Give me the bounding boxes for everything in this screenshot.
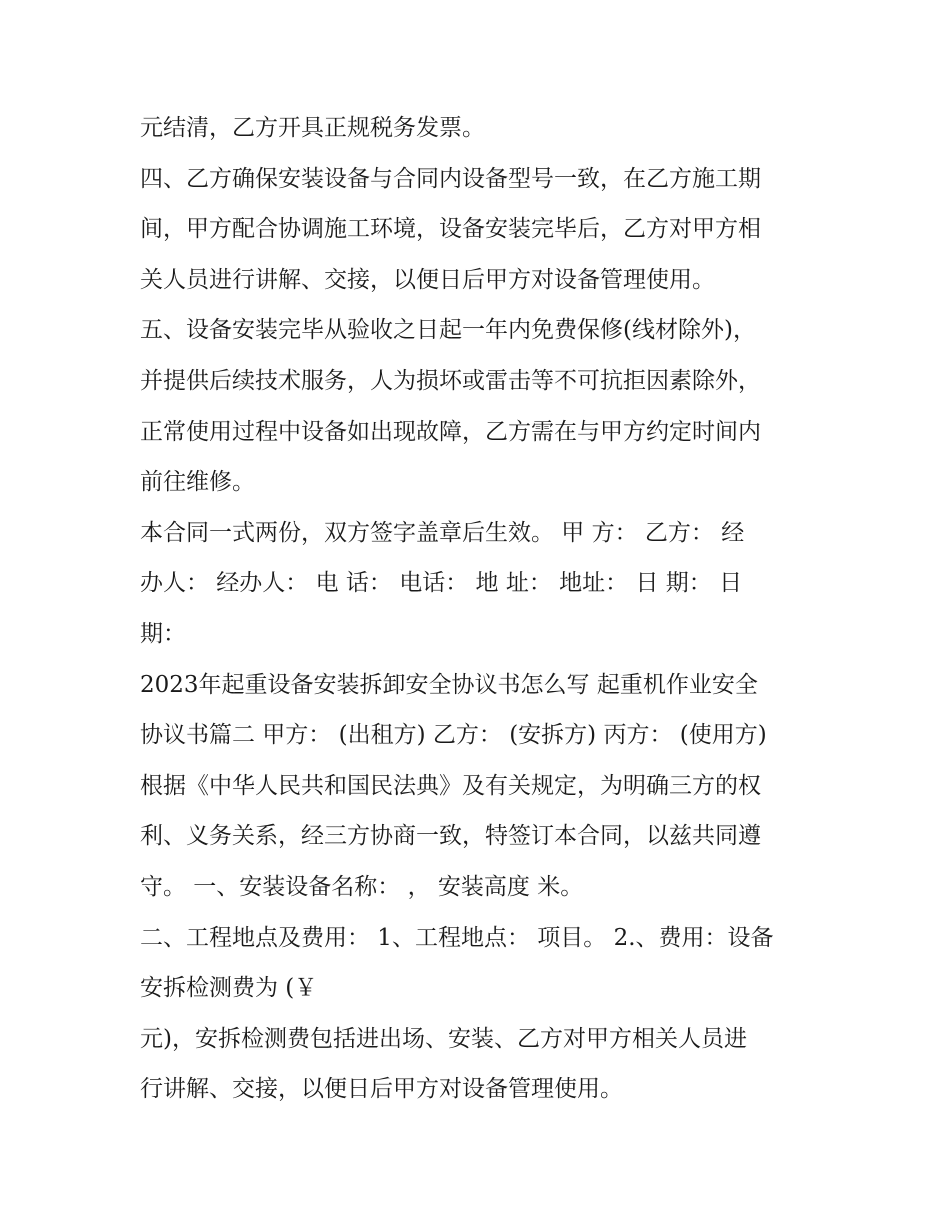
text-line: 正常使用过程中设备如出现故障，乙方需在与甲方约定时间内: [140, 418, 761, 445]
text-line: 守。 一、安装设备名称： ， 安装高度 米。: [140, 873, 584, 900]
document-body: [140, 103, 820, 1115]
text-line: 四、乙方确保安装设备与合同内设备型号一致，在乙方施工期: [140, 165, 761, 192]
text-line: 本合同一式两份，双方签字盖章后生效。 甲 方： 乙方： 经: [140, 519, 745, 546]
text-line: 关人员进行讲解、交接，以便日后甲方对设备管理使用。: [140, 266, 715, 293]
text-line: 根据《中华人民共和国民法典》及有关规定，为明确三方的权: [140, 772, 761, 799]
text-line: 办人： 经办人： 电 话： 电话： 地 址： 地址： 日 期： 日: [140, 570, 743, 597]
text-line: 前往维修。: [140, 469, 255, 496]
text-line: 二、工程地点及费用： 1、工程地点： 项目。 2.、费用：设备: [140, 924, 774, 951]
text-line: 利、义务关系，经三方协商一致，特签订本合同，以兹共同遵: [140, 823, 761, 850]
text-line: 行讲解、交接，以便日后甲方对设备管理使用。: [140, 1076, 623, 1103]
text-line: 五、设备安装完毕从验收之日起一年内免费保修(线材除外)，: [140, 317, 756, 344]
text-line: 安拆检测费为 (￥: [140, 975, 318, 1002]
text-line: 元)，安拆检测费包括进出场、安装、乙方对甲方相关人员进: [140, 1025, 747, 1052]
text-line: 期：: [140, 620, 186, 647]
text-line: 并提供后续技术服务，人为损坏或雷击等不可抗拒因素除外，: [140, 367, 761, 394]
text-line: 2023年起重设备安装拆卸安全协议书怎么写 起重机作业安全: [140, 671, 758, 698]
text-line: 间，甲方配合协调施工环境，设备安装完毕后，乙方对甲方相: [140, 216, 761, 243]
text-line: 元结清，乙方开具正规税务发票。: [140, 115, 485, 141]
text-line: 协议书篇二 甲方： (出租方) 乙方： (安拆方) 丙方： (使用方): [140, 722, 767, 749]
